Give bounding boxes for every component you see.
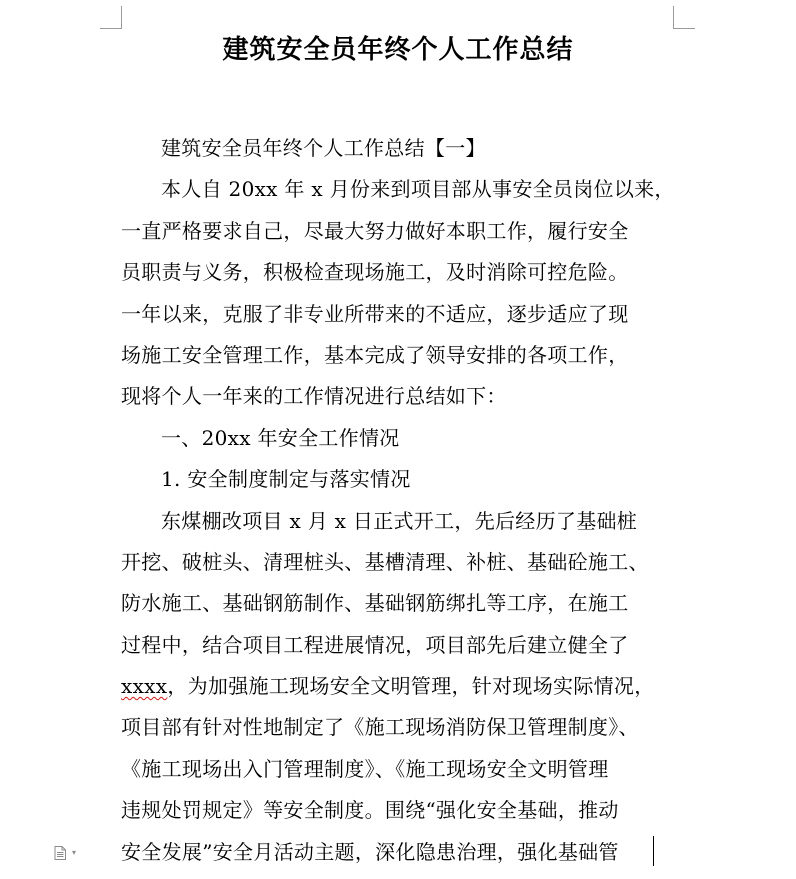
paragraph-line: 防水施工、基础钢筋制作、基础钢筋绑扎等工序，在施工 <box>121 591 629 616</box>
paragraph-line <box>121 666 669 707</box>
paragraph-line: 本人自 20xx 年 x 月份来到项目部从事安全员岗位以来， <box>161 177 675 202</box>
paragraph-line: 开挖、破桩头、清理桩头、基槽清理、补桩、基础砼施工、 <box>121 549 649 574</box>
paragraph-line: 安全发展”安全月活动主题，深化隐患治理，强化基础管 <box>121 839 619 864</box>
document-icon[interactable] <box>54 846 66 860</box>
subheading: 1. 安全制度制定与落实情况 <box>161 467 411 492</box>
paragraph-line: 项目部有针对性地制定了《施工现场消防保卫管理制度》、 <box>121 715 639 740</box>
paragraph-line: 一直严格要求自己，尽最大努力做好本职工作，履行安全 <box>121 218 629 243</box>
text-cursor <box>653 836 654 866</box>
paragraph-line: 《施工现场出入门管理制度》、《施工现场安全文明管理 <box>121 756 609 781</box>
misspelled-word[interactable]: xxxx <box>121 674 168 699</box>
paragraph-line: 一年以来，克服了非专业所带来的不适应，逐步适应了现 <box>121 301 629 326</box>
subheading: 一、20xx 年安全工作情况 <box>161 425 400 450</box>
document-body[interactable] <box>121 128 675 873</box>
crop-mark-top-right-horizontal <box>673 28 695 29</box>
crop-mark-top-left-horizontal <box>100 28 122 29</box>
paragraph-line: 员职责与义务，积极检查现场施工，及时消除可控危险。 <box>121 260 629 285</box>
paragraph-line: 过程中，结合项目工程进展情况，项目部先后建立健全了 <box>121 632 629 657</box>
crop-mark-top-left-vertical <box>121 6 122 28</box>
paragraph-line: 现将个人一年来的工作情况进行总结如下： <box>121 384 507 409</box>
chevron-down-icon[interactable]: ▾ <box>72 848 77 857</box>
crop-mark-top-right-vertical <box>673 6 674 28</box>
section-heading: 建筑安全员年终个人工作总结【一】 <box>161 136 486 160</box>
paragraph-line-text: ，为加强施工现场安全文明管理，针对现场实际情况， <box>167 674 655 699</box>
document-title: 建筑安全员年终个人工作总结 <box>222 35 574 65</box>
paragraph-line: 场施工安全管理工作，基本完成了领导安排的各项工作， <box>121 342 629 367</box>
paragraph-line: 东煤棚改项目 x 月 x 日正式开工，先后经历了基础桩 <box>161 508 638 533</box>
paragraph-line: 违规处罚规定》等安全制度。围绕“强化安全基础，推动 <box>121 798 619 823</box>
